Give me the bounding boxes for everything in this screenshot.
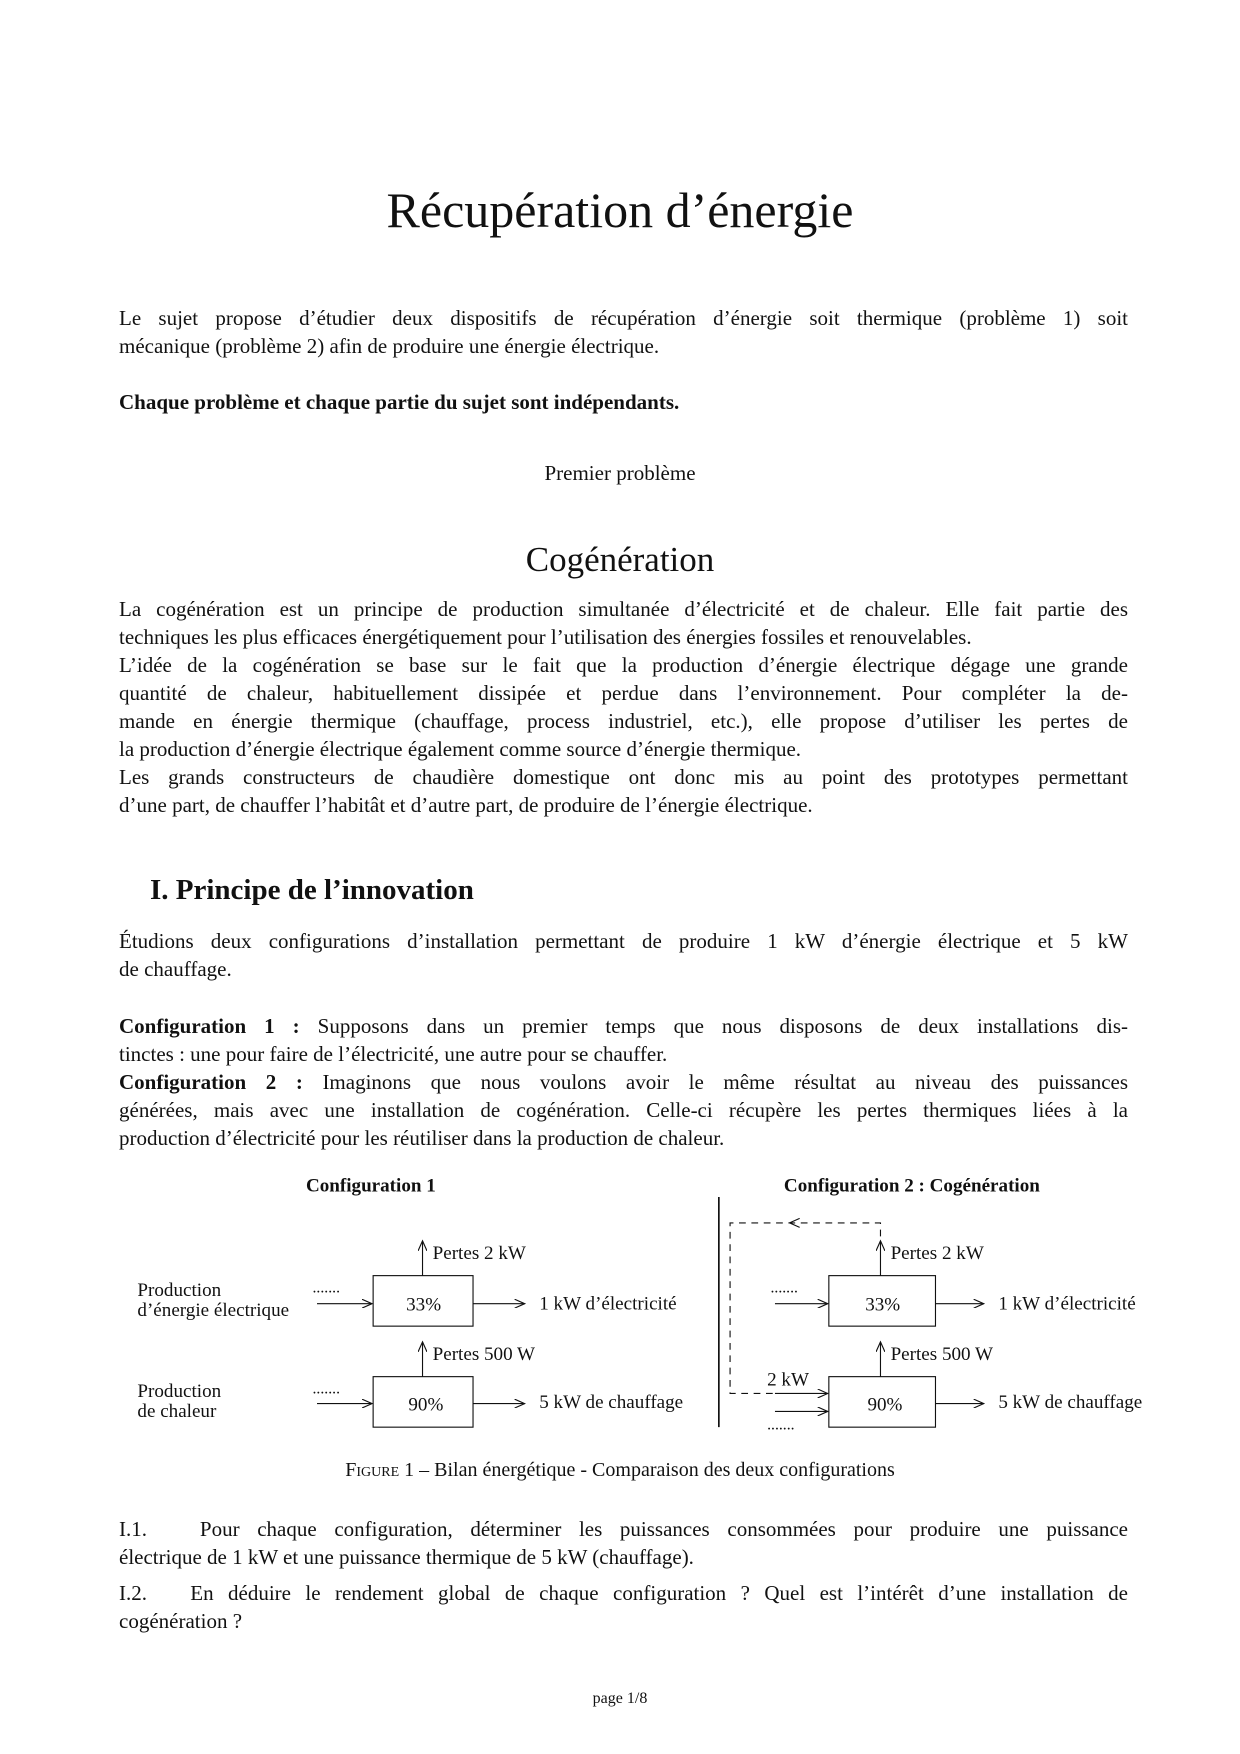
config1-text: Supposons dans un premier temps que nous disposons de deux installations dis- <box>317 1014 1128 1038</box>
config2-text: Imaginons que nous voulons avoir le même résultat au niveau des puissances <box>322 1070 1129 1094</box>
text-line <box>119 1579 1128 1607</box>
text-line: L’idée de la cogénération se base sur le fait que la production d’énergie électrique dégage une grande <box>119 653 1128 677</box>
loss-elec: Pertes 2 kW <box>890 1242 984 1264</box>
text-line: la production d’énergie électrique également comme source d’énergie thermique. <box>119 737 802 761</box>
label-prod-heat: Production <box>137 1380 222 1402</box>
energy-balance-figure <box>112 1169 1191 1444</box>
loss-elec: Pertes 2 kW <box>432 1242 526 1264</box>
figure-caption <box>0 1456 1240 1484</box>
output-elec: 1 kW d’électricité <box>539 1293 677 1315</box>
label-prod-elec: d’énergie électrique <box>137 1300 290 1322</box>
text-line: mécanique (problème 2) afin de produire une énergie électrique. <box>119 334 660 358</box>
text-line: Les grands constructeurs de chaudière domestique ont donc mis au point des prototypes permettant <box>119 765 1128 789</box>
page-number: page 1/8 <box>592 1690 648 1707</box>
text-line: de chauffage. <box>119 957 232 981</box>
label-prod-elec: Production <box>137 1279 222 1301</box>
figure-number: Figure 1 <box>345 1459 415 1481</box>
text-line: Le sujet propose d’étudier deux dispositifs de récupération d’énergie soit thermique (problème 1) soit <box>119 306 1128 330</box>
configurations-paragraph <box>119 1012 1128 1152</box>
efficiency-elec: 33% <box>865 1294 901 1316</box>
document-title: Récupération d’énergie <box>386 182 854 238</box>
unknown-input-dots: ....... <box>770 1279 798 1297</box>
text-line: d’une part, de chauffer l’habitât et d’autre part, de produire de l’énergie électrique. <box>119 793 813 817</box>
recovered-heat-label: 2 kW <box>767 1369 809 1391</box>
cogeneration-paragraph <box>119 595 1128 819</box>
config1-title: Configuration 1 <box>305 1175 436 1197</box>
question-1 <box>119 1515 1128 1571</box>
label-prod-heat: de chaleur <box>137 1401 217 1423</box>
figure-caption-text: – Bilan énergétique - Comparaison des deux configurations <box>414 1459 895 1481</box>
output-elec: 1 kW d’électricité <box>998 1293 1136 1315</box>
config2-label: Configuration 2 : <box>119 1070 303 1094</box>
text-line: générées, mais avec une installation de cogénération. Celle-ci récupère les pertes thermiques liées à la <box>119 1098 1128 1122</box>
intro-paragraph <box>119 304 1128 360</box>
unknown-input-dots: ....... <box>312 1380 341 1398</box>
text-line: tinctes : une pour faire de l’électricité, une autre pour se chauffer. <box>119 1042 668 1066</box>
problem-label: Premier problème <box>544 461 696 485</box>
text-line <box>119 1515 1128 1543</box>
text-line <box>119 1068 1128 1096</box>
text-line: mande en énergie thermique (chauffage, process industriel, etc.), elle propose d’utiliser les pertes de <box>119 709 1128 733</box>
question-2 <box>119 1579 1128 1635</box>
question-text: Pour chaque configuration, déterminer les puissances consommées pour produire une puissance <box>199 1517 1128 1541</box>
text-line <box>119 1012 1128 1040</box>
config1-label: Configuration 1 : <box>119 1014 300 1038</box>
section-title: Cogénération <box>525 540 715 579</box>
output-heat: 5 kW de chauffage <box>539 1392 684 1414</box>
config2-title: Configuration 2 : Cogénération <box>783 1175 1040 1197</box>
independence-notice: Chaque problème et chaque partie du sujet sont indépendants. <box>119 390 680 414</box>
output-heat: 5 kW de chauffage <box>998 1392 1143 1414</box>
text-line: techniques les plus efficaces énergétiquement pour l’utilisation des énergies fossiles et renouvelables. <box>119 625 972 649</box>
part-heading: I. Principe de l’innovation <box>150 874 474 906</box>
efficiency-heat: 90% <box>867 1394 903 1416</box>
text-line: La cogénération est un principe de production simultanée d’électricité et de chaleur. Elle fait partie des <box>119 597 1128 621</box>
unknown-input-dots: ....... <box>312 1279 341 1297</box>
text-line: cogénération ? <box>119 1609 243 1633</box>
unknown-input-dots: ....... <box>767 1416 795 1434</box>
efficiency-elec: 33% <box>406 1294 442 1316</box>
efficiency-heat: 90% <box>408 1394 444 1416</box>
text-line: Étudions deux configurations d’installation permettant de produire 1 kW d’énergie électrique et 5 kW <box>119 929 1128 953</box>
question-text: En déduire le rendement global de chaque configuration ? Quel est l’intérêt d’une installation de <box>190 1581 1129 1605</box>
text-line: production d’électricité pour les réutiliser dans la production de chaleur. <box>119 1126 725 1150</box>
text-line: quantité de chaleur, habituellement dissipée et perdue dans l’environnement. Pour compléter la de- <box>119 681 1128 705</box>
heat-recovery-path <box>730 1223 880 1394</box>
loss-heat: Pertes 500 W <box>890 1343 994 1365</box>
part-intro <box>119 927 1128 983</box>
question-number: I.2. <box>119 1581 147 1605</box>
text-line: électrique de 1 kW et une puissance thermique de 5 kW (chauffage). <box>119 1545 694 1569</box>
question-number: I.1. <box>119 1517 147 1541</box>
loss-heat: Pertes 500 W <box>432 1343 536 1365</box>
